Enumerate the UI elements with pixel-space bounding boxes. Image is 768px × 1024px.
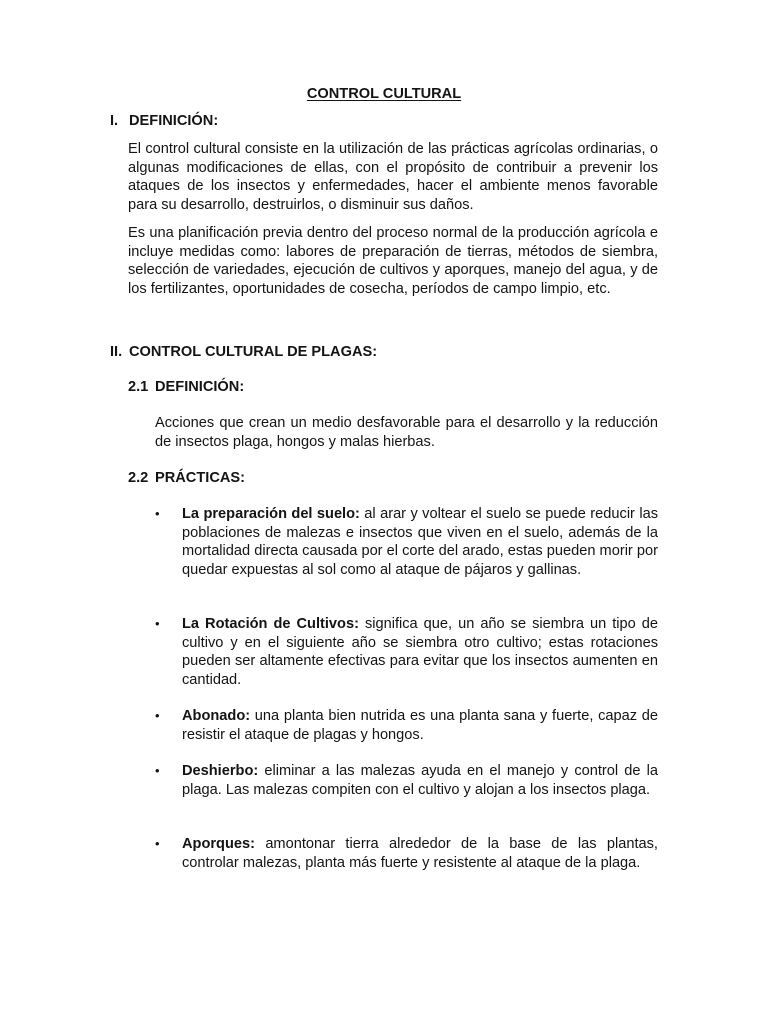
list-item-term: Deshierbo: [182,763,259,779]
list-item [155,615,658,689]
section-1-heading [110,112,218,131]
bullet-icon: • [155,506,160,521]
document-title: CONTROL CULTURAL [306,86,462,102]
section-1-paragraph-1: El control cultural consiste en la utilización de las prácticas agrícolas ordinarias, o algunas modificaciones de ellas, con el propósito de contribuir a prevenir los ataques de los insectos y enfermedades, hacer el ambiente menos favorable para su desarrollo, destruirlos, o disminuir sus daños. [128,141,658,213]
section-2-heading [110,343,377,362]
bullet-icon: • [155,616,160,631]
subsection-2-2-number: 2.2 [128,470,149,486]
subsection-2-1-title: DEFINICIÓN: [155,379,245,395]
subsection-2-1-heading [128,378,244,397]
list-item [155,835,658,872]
bullet-icon: • [155,763,160,778]
list-item-text: amontonar tierra alrededor de la base de las plantas, controlar malezas, planta más fuerte y resistente al ataque de la plaga. [182,836,658,871]
subsection-2-1-number: 2.1 [128,379,149,395]
list-item-text: significa que, un año se siembra un tipo de cultivo y en el siguiente año se siembra otro cultivo; estas rotaciones pueden ser altamente efectivas para evitar que los insectos aumenten en cantidad. [182,616,658,688]
section-2-number: II. [110,344,123,360]
list-item-text: una planta bien nutrida es una planta sana y fuerte, capaz de resistir el ataque de plagas y hongos. [182,708,658,743]
list-item [155,505,658,579]
list-item-term: La preparación del suelo: [182,506,360,522]
section-1-number: I. [110,113,119,129]
list-item-text: eliminar a las malezas ayuda en el manejo y control de la plaga. Las malezas compiten con el cultivo y alojan a los insectos plaga. [182,763,658,798]
list-item-term: La Rotación de Cultivos: [182,616,359,632]
subsection-2-2-title: PRÁCTICAS: [155,470,245,486]
bullet-icon: • [155,836,160,851]
list-item [155,762,658,799]
subsection-2-1-paragraph: Acciones que crean un medio desfavorable para el desarrollo y la reducción de insectos plaga, hongos y malas hierbas. [155,415,658,450]
bullet-icon: • [155,708,160,723]
list-item [155,707,658,744]
section-1-title: DEFINICIÓN: [129,113,219,129]
section-1-paragraph-2: Es una planificación previa dentro del proceso normal de la producción agrícola e incluye medidas como: labores de preparación de tierras, métodos de siembra, selección de variedades, ejecución de cultivos y aporques, manejo del agua, y de los fertilizantes, oportunidades de cosecha, períodos de campo limpio, etc. [128,225,658,297]
section-2-title: CONTROL CULTURAL DE PLAGAS: [129,344,378,360]
list-item-text: al arar y voltear el suelo se puede reducir las poblaciones de malezas e insectos que viven en el suelo, además de la mortalidad directa causada por el corte del arado, estas pueden morir por quedar expuestas al sol como al ataque de pájaros y gallinas. [182,506,658,578]
list-item-term: Abonado: [182,708,251,724]
list-item-term: Aporques: [182,836,255,852]
subsection-2-2-heading [128,469,245,488]
